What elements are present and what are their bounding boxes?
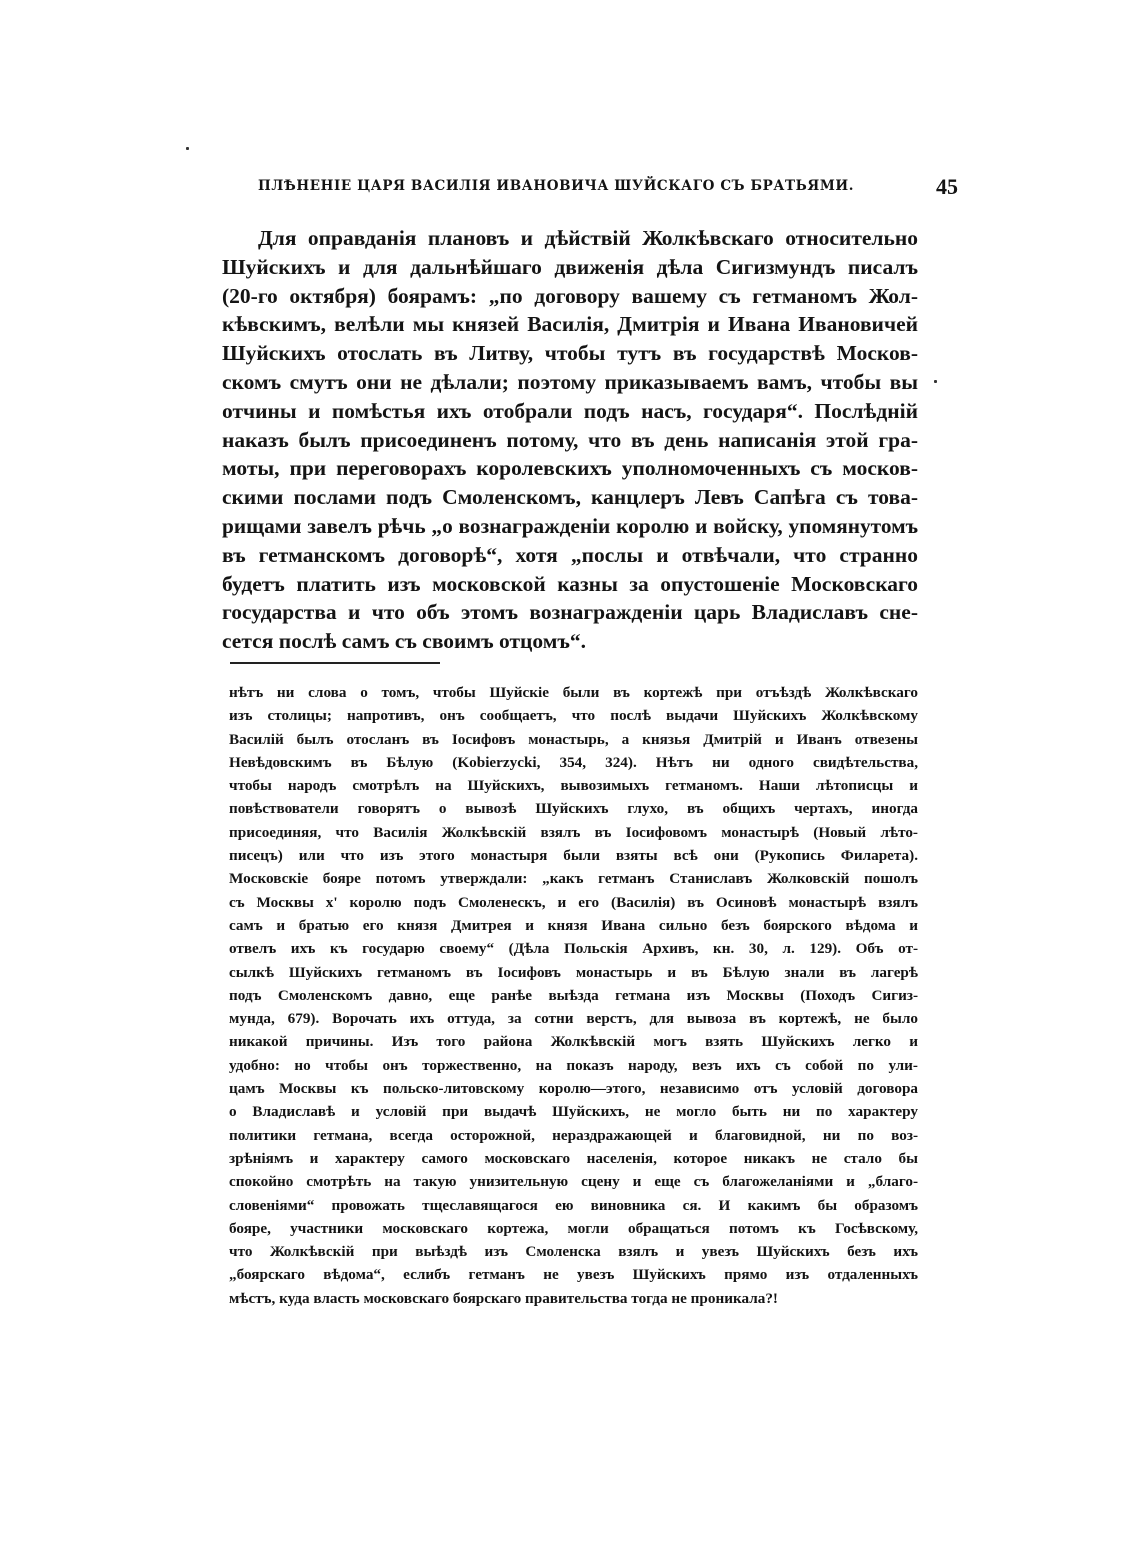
text-line: скими послами подъ Смоленскомъ, канцлеръ Левъ Сапѣга съ това-	[222, 485, 918, 510]
footnote-line: цамъ Москвы къ польско-литовскому королю—этого, независимо отъ условій договора	[229, 1080, 918, 1098]
footnote-line: нѣтъ ни слова о томъ, чтобы Шуйскіе были въ кортежѣ при отъѣздѣ Жолкѣвскаго	[229, 684, 918, 701]
page-number: 45	[936, 174, 958, 199]
footnote-line: подъ Смоленскомъ давно, еще ранѣе выѣзда гетмана изъ Москвы (Походъ Сигиз-	[229, 986, 918, 1004]
footnote-line: мѣстъ, куда власть московскаго боярскаго правительства тогда не проникала?!	[229, 1289, 778, 1307]
text-line: скомъ смутъ они не дѣлали; поэтому приказываемъ вамъ, чтобы вы	[222, 369, 918, 394]
main-paragraph	[222, 224, 918, 656]
text-line: сется послѣ самъ съ своимъ отцомъ“.	[222, 629, 587, 654]
footnote-line: словеніями“ провожать тщеславящагося ею виновника ся. И какимъ бы образомъ	[229, 1196, 918, 1214]
print-speck	[934, 380, 937, 383]
text-line: кѣвскимъ, велѣли мы князей Василія, Дмитрія и Ивана Ивановичей	[222, 312, 918, 337]
footnote-line: повѣствователи говорятъ о вывозѣ Шуйскихъ глухо, въ общихъ чертахъ, иногда	[229, 800, 918, 818]
text-line: моты, при переговорахъ королевскихъ уполномоченныхъ съ москов-	[222, 456, 918, 481]
text-line: Шуйскихъ отослать въ Литву, чтобы тутъ въ государствѣ Москов-	[222, 341, 918, 366]
footnote	[229, 681, 918, 1310]
footnote-line: отвелъ ихъ къ государю своему“ (Дѣла Польскія Архивъ, кн. 30, л. 129). Объ от-	[229, 940, 918, 958]
text-line: отчины и помѣстья ихъ отобрали подъ насъ, государя“. Послѣдній	[222, 398, 918, 423]
footnote-line: Московскіе бояре потомъ утверждали: „какъ гетманъ Станиславъ Жолковскій пошолъ	[229, 870, 918, 888]
page-header	[258, 176, 958, 202]
footnote-line: бояре, участники московскаго кортежа, могли обращаться потомъ къ Госѣвскому,	[229, 1219, 918, 1237]
footnote-line: писецъ) или что изъ этого монастыря были взяты всѣ они (Рукопись Филарета).	[229, 847, 918, 865]
footnote-line: политики гетмана, всегда осторожной, нераздражающей и благовидной, ни по воз-	[229, 1126, 918, 1144]
text-line: будетъ платить изъ московской казны за опустошеніе Московскаго	[222, 571, 918, 596]
text-line: государства и что объ этомъ вознагражденіи царь Владиславъ сне-	[222, 600, 918, 625]
footnote-line: самъ и братью его князя Дмитрея и князя Ивана сильно безъ боярского вѣдома и	[229, 916, 918, 934]
footnote-line: Невѣдовскимъ въ Бѣлую (Kobierzycki, 354, 324). Нѣтъ ни одного свидѣтельства,	[229, 753, 918, 771]
text-line: рищами завелъ рѣчь „о вознагражденіи королю и войску, упомянутомъ	[222, 513, 918, 538]
text-line: въ гетманскомъ договорѣ“, хотя „послы и отвѣчали, что странно	[222, 542, 918, 567]
text-line: наказъ былъ присоединенъ потому, что въ день написанія этой гра-	[222, 427, 918, 452]
footnote-line: изъ столицы; напротивъ, онъ сообщаетъ, что послѣ выдачи Шуйскихъ Жолкѣвскому	[229, 707, 918, 725]
footnote-line: спокойно смотрѣть на такую унизительную сцену и еще съ благожеланіями и „благо-	[229, 1173, 918, 1191]
footnote-line: съ Москвы х' королю подъ Смоленескъ, и его (Василія) въ Осиновѣ монастырѣ взялъ	[229, 893, 918, 911]
text-line: (20-го октября) боярамъ: „по договору вашему съ гетманомъ Жол-	[222, 283, 918, 308]
running-title: ПЛѢНЕНІЕ ЦАРЯ ВАСИЛІЯ ИВАНОВИЧА ШУЙСКАГО СЪ БРАТЬЯМИ.	[258, 178, 855, 194]
print-speck	[186, 147, 189, 150]
footnote-line: зрѣніямъ и характеру самого московскаго населенія, которое никакъ не стало бы	[229, 1149, 918, 1167]
footnote-line: чтобы народъ смотрѣлъ на Шуйскихъ, вывозимыхъ гетманомъ. Наши лѣтописцы и	[229, 777, 918, 795]
footnote-line: о Владиславѣ и условій при выдачѣ Шуйскихъ, не могло быть ни по характеру	[229, 1103, 918, 1121]
footnote-line: мунда, 679). Ворочать ихъ оттуда, за сотни верстъ, для вывоза въ кортежѣ, не было	[229, 1010, 918, 1028]
footnote-line: сылкѣ Шуйскихъ гетманомъ въ Іосифовъ монастырь и въ Бѣлую знали въ лагерѣ	[229, 963, 918, 981]
footnote-separator	[230, 662, 440, 664]
footnote-line: „боярскаго вѣдома“, еслибъ гетманъ не увезъ Шуйскихъ прямо изъ отдаленныхъ	[229, 1266, 918, 1284]
footnote-line: что Жолкѣвскій при выѣздѣ изъ Смоленска взялъ и увезъ Шуйскихъ безъ ихъ	[229, 1243, 918, 1261]
footnote-line: присоединяя, что Василія Жолкѣвскій взялъ въ Іосифовомъ монастырѣ (Новый лѣто-	[229, 823, 918, 841]
footnote-line: удобно: но чтобы онъ торжественно, на показъ народу, везъ ихъ съ собой по ули-	[229, 1056, 918, 1074]
text-line: Шуйскихъ и для дальнѣйшаго движенія дѣла Сигизмундъ писалъ	[222, 254, 918, 279]
footnote-line: никакой причины. Изъ того района Жолкѣвскій могъ взять Шуйскихъ легко и	[229, 1033, 918, 1051]
footnote-line: Василій былъ отосланъ въ Іосифовъ монастырь, а князья Дмитрій и Иванъ отвезены	[229, 730, 918, 748]
text-line: Для оправданія плановъ и дѣйствій Жолкѣвскаго относительно	[258, 226, 918, 250]
